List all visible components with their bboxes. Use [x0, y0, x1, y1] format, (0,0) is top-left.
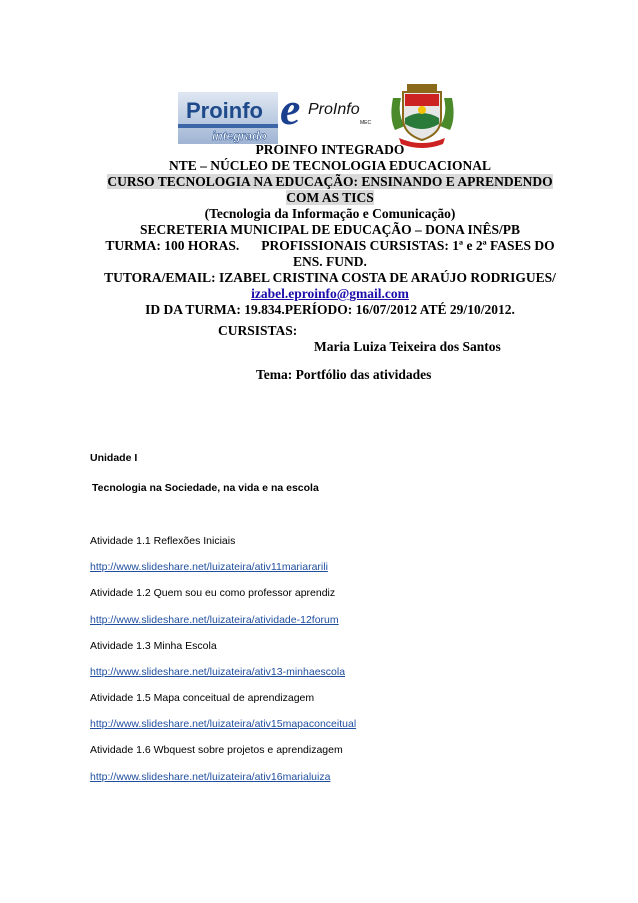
course-title-cont: COM AS TICS — [286, 190, 374, 205]
integrado-logo-text: integrado — [212, 129, 267, 143]
activity-link[interactable]: http://www.slideshare.net/luizateira/ativ11mariararili — [90, 561, 328, 573]
activity-link[interactable]: http://www.slideshare.net/luizateira/ativ16marialuiza — [90, 771, 331, 783]
header-line-4 — [70, 190, 590, 206]
proinfo-logo-text: Proinfo — [186, 98, 263, 123]
header-line-1: PROINFO INTEGRADO — [255, 142, 405, 157]
header-line-3 — [70, 174, 590, 190]
activity-title: Atividade 1.5 Mapa conceitual de aprendizagem — [90, 692, 315, 704]
activity-title: Atividade 1.2 Quem sou eu como professor aprendiz — [90, 587, 336, 599]
unit-label: Unidade I — [90, 452, 138, 464]
municipal-crest-image — [385, 78, 460, 150]
unit-title: Tecnologia na Sociedade, na vida e na escola — [92, 482, 319, 494]
cursista-name: Maria Luiza Teixeira dos Santos — [314, 339, 501, 354]
tema-line: Tema: Portfólio das atividades — [256, 367, 432, 382]
header-line-6: SECRETERIA MUNICIPAL DE EDUCAÇÃO – DONA INÊS/PB — [139, 222, 521, 237]
eproinfo-mec-text: MEC — [360, 120, 372, 126]
activity-title: Atividade 1.3 Minha Escola — [90, 640, 217, 652]
activity-link[interactable]: http://www.slideshare.net/luizateira/atividade-12forum — [90, 614, 339, 626]
eproinfo-logo — [280, 84, 385, 132]
eproinfo-e-glyph: e — [280, 84, 301, 132]
header-line-8: ENS. FUND. — [293, 254, 367, 269]
header-email-line — [70, 286, 590, 302]
activity-link[interactable]: http://www.slideshare.net/luizateira/ativ15mapaconceitual — [90, 718, 357, 730]
header-line-7 — [70, 238, 590, 254]
header-line-11: ID DA TURMA: 19.834.PERÍODO: 16/07/2012 ATÉ 29/10/2012. — [145, 302, 515, 317]
logo-banner — [170, 78, 470, 150]
tutor-email-link[interactable]: izabel.eproinfo@gmail.com — [251, 286, 409, 301]
header-line-9: TUTORA/EMAIL: IZABEL CRISTINA COSTA DE ARAÚJO RODRIGUES/ — [104, 270, 556, 285]
activity-title: Atividade 1.1 Reflexões Iniciais — [90, 535, 236, 547]
header-line-5: (Tecnologia da Informação e Comunicação) — [204, 206, 456, 221]
eproinfo-logo-text: ProInfo — [308, 101, 360, 118]
cursistas-label: CURSISTAS: — [218, 323, 298, 338]
activity-title: Atividade 1.6 Wbquest sobre projetos e aprendizagem — [90, 744, 343, 756]
course-title: CURSO TECNOLOGIA NA EDUCAÇÃO: ENSINANDO E APRENDENDO — [107, 174, 553, 189]
header-line-2: NTE – NÚCLEO DE TECNOLOGIA EDUCACIONAL — [169, 158, 491, 173]
activity-link[interactable]: http://www.slideshare.net/luizateira/ativ13-minhaescola — [90, 666, 346, 678]
proinfo-integrado-logo — [176, 88, 281, 148]
profissionais-cursistas: PROFISSIONAIS CURSISTAS: 1ª e 2ª FASES DO — [261, 238, 555, 253]
turma-hours: TURMA: 100 HORAS. — [105, 238, 240, 253]
